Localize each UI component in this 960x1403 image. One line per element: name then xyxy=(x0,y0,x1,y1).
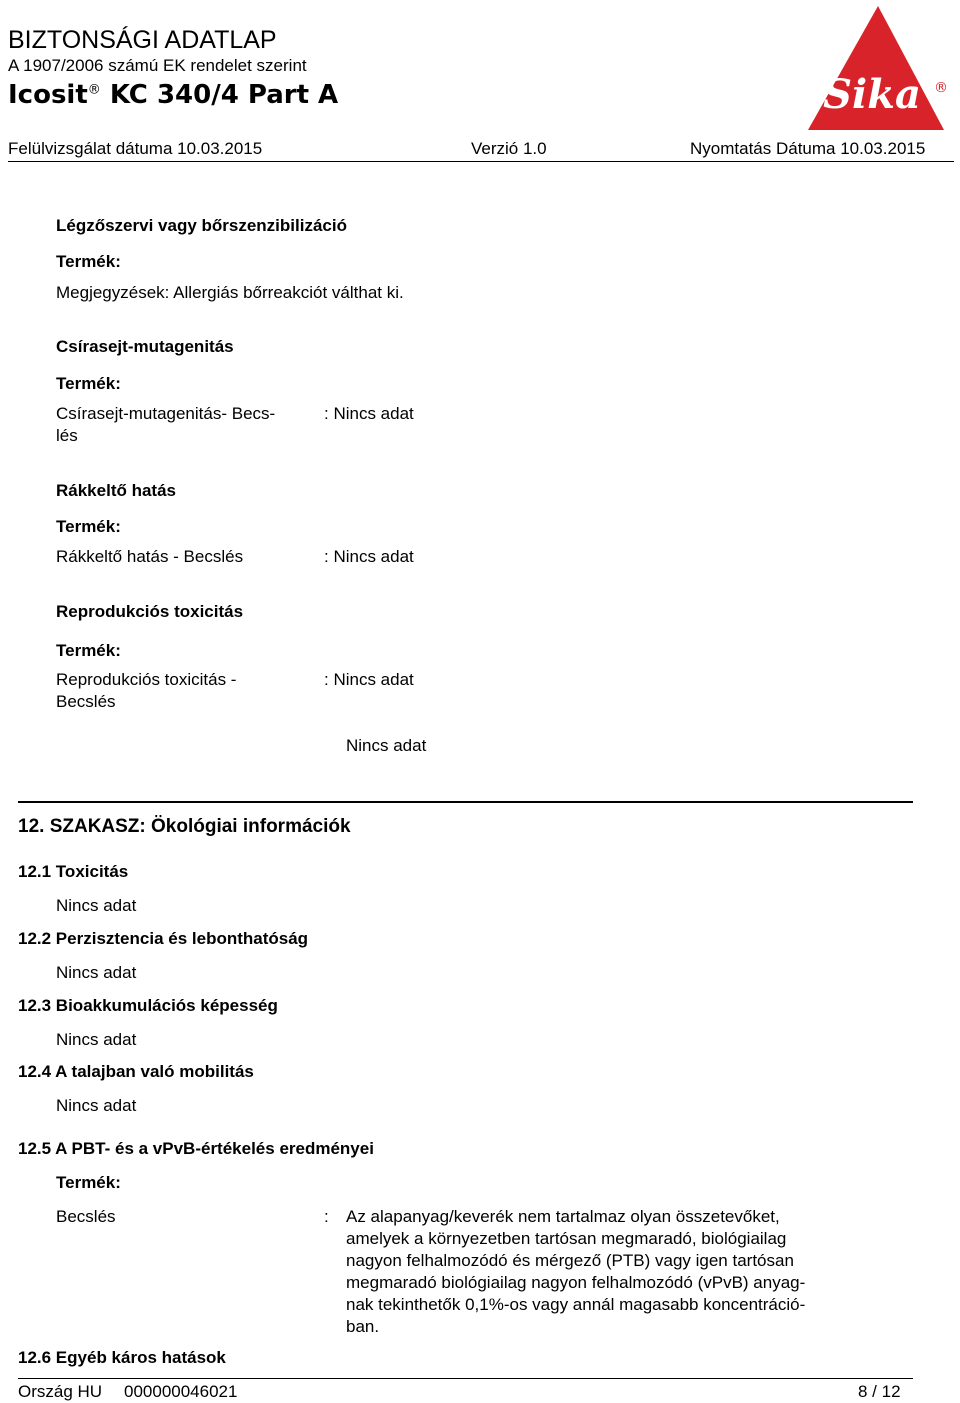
section12-divider xyxy=(18,801,913,803)
carcino-title: Rákkeltő hatás xyxy=(56,481,176,500)
sika-logo-icon xyxy=(806,4,946,132)
footer-country: Ország HU xyxy=(18,1382,103,1401)
mutagen-label-line2: lés xyxy=(56,426,78,445)
s12-1-title: 12.1 Toxicitás xyxy=(18,862,129,881)
logo-registered-mark: ® xyxy=(934,80,948,96)
footer-page-number: 8 / 12 xyxy=(858,1382,901,1401)
mutagen-product-label: Termék: xyxy=(56,374,121,393)
s12-4-value: Nincs adat xyxy=(56,1096,137,1115)
repro-label-line2: Becslés xyxy=(56,692,116,711)
repro-label-line1: Reprodukciós toxicitás - xyxy=(56,670,237,689)
s12-5-line: nagyon felhalmozódó és mérgező (PTB) vagy igen tartósan xyxy=(346,1251,794,1270)
revision-date: Felülvizsgálat dátuma 10.03.2015 xyxy=(8,139,263,158)
s12-5-product-label: Termék: xyxy=(56,1173,121,1192)
s12-5-line: ban. xyxy=(346,1317,380,1336)
s12-6-title: 12.6 Egyéb káros hatások xyxy=(18,1348,226,1367)
s12-1-value: Nincs adat xyxy=(56,896,137,915)
logo-text: Sika xyxy=(823,71,921,118)
repro-extra-value: Nincs adat xyxy=(346,736,427,755)
product-name xyxy=(8,80,338,110)
product-name-suffix: KC 340/4 Part A xyxy=(109,80,339,110)
repro-value: : Nincs adat xyxy=(324,670,414,689)
s12-5-title: 12.5 A PBT- és a vPvB-értékelés eredményei xyxy=(18,1139,374,1158)
regulation-text: A 1907/2006 számú EK rendelet szerint xyxy=(8,56,307,75)
sens-product-label: Termék: xyxy=(56,252,121,271)
s12-2-title: 12.2 Perzisztencia és lebonthatóság xyxy=(18,929,309,948)
product-name-main: Icosit xyxy=(8,80,88,110)
document-title: BIZTONSÁGI ADATLAP xyxy=(8,26,277,54)
mutagen-title: Csírasejt-mutagenitás xyxy=(56,337,234,356)
sens-remarks: Megjegyzések: Allergiás bőrreakciót válthat ki. xyxy=(56,283,404,302)
s12-5-line: amelyek a környezetben tartósan megmaradó, biológiailag xyxy=(346,1229,787,1248)
s12-5-line: megmaradó biológiailag nagyon felhalmozódó (vPvB) anyag- xyxy=(346,1273,806,1292)
registered-mark: ® xyxy=(87,82,101,98)
footer-divider xyxy=(18,1378,913,1379)
print-date: Nyomtatás Dátuma 10.03.2015 xyxy=(690,139,926,158)
s12-4-title: 12.4 A talajban való mobilitás xyxy=(18,1062,254,1081)
s12-5-assessment-text xyxy=(346,1206,906,1338)
header-divider xyxy=(8,161,954,162)
carcino-value: : Nincs adat xyxy=(324,547,414,566)
s12-5-line: nak tekinthetők 0,1%-os vagy annál magasabb koncentráció- xyxy=(346,1295,806,1314)
carcino-label: Rákkeltő hatás - Becslés xyxy=(56,547,244,566)
s12-2-value: Nincs adat xyxy=(56,963,137,982)
footer-doc-number: 000000046021 xyxy=(124,1382,238,1401)
section12-title: 12. SZAKASZ: Ökológiai információk xyxy=(18,816,351,837)
s12-5-line: Az alapanyag/keverék nem tartalmaz olyan összetevőket, xyxy=(346,1207,780,1226)
repro-title: Reprodukciós toxicitás xyxy=(56,602,244,621)
version: Verzió 1.0 xyxy=(471,139,547,158)
sens-title: Légzőszervi vagy bőrszenzibilizáció xyxy=(56,216,347,235)
s12-5-label: Becslés xyxy=(56,1207,116,1226)
s12-3-title: 12.3 Bioakkumulációs képesség xyxy=(18,996,278,1015)
mutagen-label-line1: Csírasejt-mutagenitás- Becs- xyxy=(56,404,276,423)
mutagen-value: : Nincs adat xyxy=(324,404,414,423)
s12-5-colon: : xyxy=(324,1207,329,1226)
repro-product-label: Termék: xyxy=(56,641,121,660)
s12-3-value: Nincs adat xyxy=(56,1030,137,1049)
carcino-product-label: Termék: xyxy=(56,517,121,536)
